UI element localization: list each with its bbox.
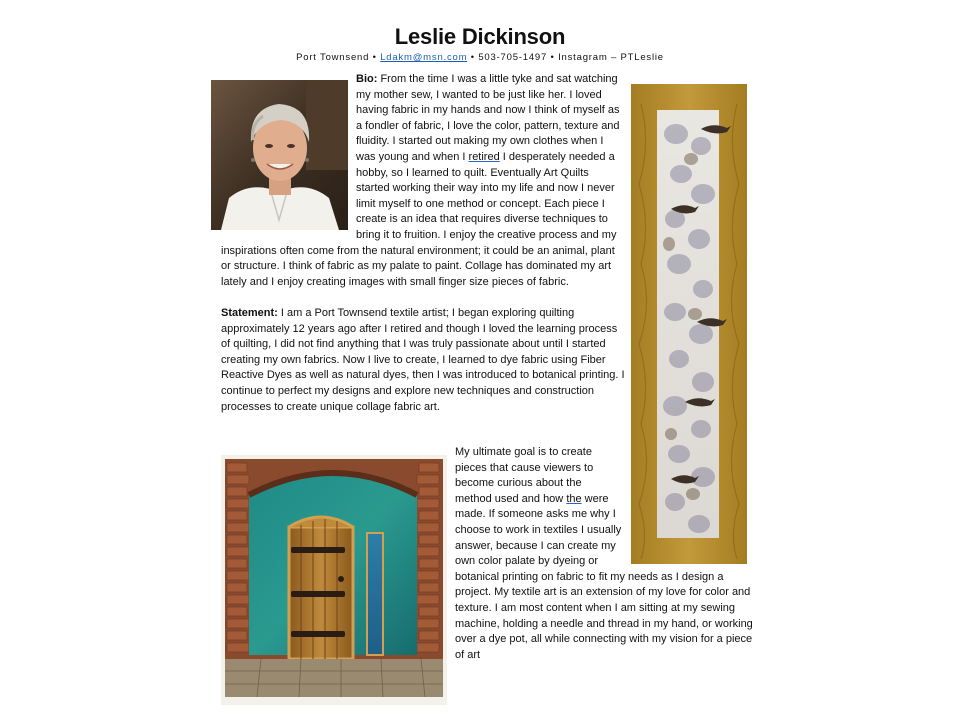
statement-label: Statement: [221, 307, 278, 319]
statement-paragraph [221, 306, 625, 415]
goal-line: own color palate by dyeing or [455, 555, 599, 568]
artist-name: Leslie Dickinson [394, 24, 566, 49]
statement-line: continue to perfect my designs and explore new techniques and construction [221, 384, 595, 397]
bio-line: lately and I enjoy creating images with small finger size pieces of fabric. [221, 275, 569, 288]
contact-line [0, 52, 960, 63]
bio-line: fluidity. I started out making my own clothes when I [356, 135, 604, 148]
bio-paragraph [221, 72, 621, 290]
goal-line: botanical printing on fabric to fit my needs as I design a [455, 570, 724, 583]
bio-line: Bio: From the time I was a little tyke and sat watching [356, 73, 618, 85]
door-quilt-image [221, 455, 447, 705]
statement-line: processes to create unique collage fabric art. [221, 400, 440, 413]
bio-line: having fabric in my hands and now I think of myself as [356, 104, 620, 117]
goal-line: of art [455, 648, 481, 661]
statement-line: creating my own fabrics. Now I live to create, I learned to dye fabric using Fiber [221, 353, 606, 366]
goal-line: over a dye pot, all while connecting with my vision for a piece [455, 633, 753, 646]
goal-line: become curious about the [455, 477, 582, 490]
email-link[interactable]: Ldakm@msn.com [380, 52, 468, 63]
bio-line: create is an idea that requires diverse techniques to [356, 213, 608, 226]
separator-2: • [467, 52, 479, 63]
bio-line: was young and when I retired I desperately needed a [356, 150, 615, 163]
bio-label: Bio: [356, 73, 378, 85]
goal-line: method used and how the were [455, 492, 609, 505]
bio-line: my mother sew, I wanted to be just like her. I loved [356, 88, 602, 101]
goal-line: choose to work in textiles I usually [455, 523, 622, 536]
separator-1: • [369, 52, 381, 63]
location: Port Townsend [296, 52, 370, 63]
statement-line: Statement: I am a Port Townsend textile artist; I began exploring quilting [221, 307, 575, 319]
bio-line: limit myself to one method or concept. Each piece I [356, 197, 605, 210]
goal-line: pieces that cause viewers to [455, 461, 594, 474]
goal-line: texture. I am most content when I am sitting at my sewing [455, 601, 736, 614]
phone: 503-705-1497 [478, 52, 548, 63]
bio-line: a fondler of fabric, I love the color, pattern, texture and [356, 119, 620, 132]
goal-line: machine, holding a needle and thread in my hand, or working [455, 617, 753, 630]
statement-line: of quilting, I did not find anything that I was truly passionate about until I started [221, 338, 606, 351]
underlined-the: the [566, 492, 582, 505]
statement-line: approximately 12 years ago after I retired and though I loved the learning process [221, 322, 618, 335]
goal-line: project. My textile art is an extension of my love for color and [455, 586, 751, 599]
bio-line: bring it to fruition. I enjoy the creative process and my [356, 228, 617, 241]
bio-line: hobby, so I learned to quilt. Eventually Art Quilts [356, 166, 589, 179]
bio-line: started working their way into my life and now I never [356, 182, 615, 195]
instagram: Instagram – PTLeslie [558, 52, 664, 63]
statement-line: Reactive Dyes as well as natural dyes, then I was introduced to botanical printing. I [221, 369, 625, 382]
bio-line: or structure. I think of fabric as my palate to paint. Collage has dominated my art [221, 260, 612, 273]
goal-line: answer, because I can create my [455, 539, 616, 552]
bio-line: inspirations often come from the natural environment; it could be an animal, plant [221, 244, 615, 257]
goal-line: My ultimate goal is to create [455, 446, 592, 458]
goal-paragraph [455, 445, 755, 663]
underlined-retired: retired [468, 150, 500, 163]
separator-3: • [547, 52, 559, 63]
goal-line: made. If someone asks me why I [455, 508, 616, 521]
